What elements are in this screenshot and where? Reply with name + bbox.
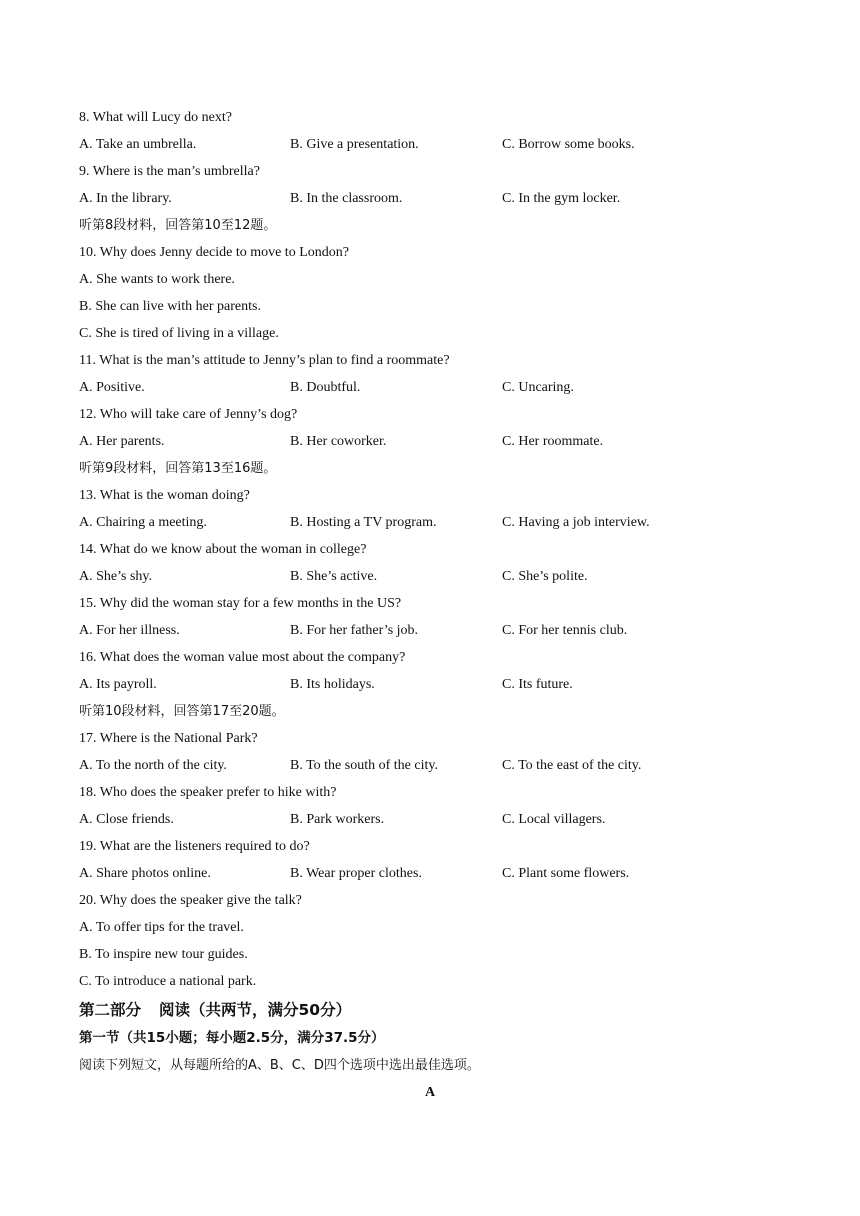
- option-a: A. She’s shy.: [79, 569, 152, 584]
- option-b: B. She’s active.: [290, 569, 378, 584]
- option-row: [79, 428, 779, 455]
- question-line: 19. What are the listeners required to do?: [79, 839, 310, 854]
- option-a: A. In the library.: [79, 191, 172, 206]
- option-row: [79, 806, 779, 833]
- question-line: B. To inspire new tour guides.: [79, 947, 248, 962]
- option-b: B. Give a presentation.: [290, 137, 419, 152]
- option-a: A. For her illness.: [79, 623, 180, 638]
- exam-content: [79, 104, 779, 1106]
- option-b: B. Park workers.: [290, 812, 385, 827]
- option-row: [79, 752, 779, 779]
- option-a: A. Close friends.: [79, 812, 174, 827]
- option-b: B. To the south of the city.: [290, 758, 438, 773]
- option-row: [79, 860, 779, 887]
- option-row: [79, 671, 779, 698]
- listening-instruction: 听第10段材料，回答第17至20题。: [79, 704, 285, 719]
- option-b: B. Its holidays.: [290, 677, 375, 692]
- option-row: [79, 617, 779, 644]
- option-a: A. Positive.: [79, 380, 145, 395]
- question-line: 14. What do we know about the woman in college?: [79, 542, 367, 557]
- question-line: B. She can live with her parents.: [79, 299, 261, 314]
- instruction-text: 阅读下列短文，从每题所给的A、B、C、D四个选项中选出最佳选项。: [79, 1058, 480, 1073]
- question-line: 18. Who does the speaker prefer to hike with?: [79, 785, 337, 800]
- option-c: C. Plant some flowers.: [502, 866, 630, 881]
- question-line: C. She is tired of living in a village.: [79, 326, 279, 341]
- subsection-heading: 第一节（共15小题；每小题2.5分，满分37.5分）: [79, 1030, 385, 1046]
- option-c: C. In the gym locker.: [502, 191, 621, 206]
- option-b: B. In the classroom.: [290, 191, 403, 206]
- option-c: C. Borrow some books.: [502, 137, 635, 152]
- option-row: [79, 374, 779, 401]
- option-b: B. Doubtful.: [290, 380, 361, 395]
- option-a: A. Her parents.: [79, 434, 165, 449]
- question-line: A. She wants to work there.: [79, 272, 235, 287]
- option-c: C. Local villagers.: [502, 812, 606, 827]
- question-line: 9. Where is the man’s umbrella?: [79, 164, 260, 179]
- option-b: B. Hosting a TV program.: [290, 515, 437, 530]
- question-line: 10. Why does Jenny decide to move to London?: [79, 245, 349, 260]
- listening-instruction: 听第8段材料，回答第10至12题。: [79, 218, 277, 233]
- question-line: 20. Why does the speaker give the talk?: [79, 893, 302, 908]
- section-title: 阅读（共两节，满分50分）: [159, 1001, 352, 1019]
- question-line: 16. What does the woman value most about the company?: [79, 650, 406, 665]
- question-line: 11. What is the man’s attitude to Jenny’s plan to find a roommate?: [79, 353, 450, 368]
- section-part: 第二部分: [79, 1001, 142, 1019]
- option-c: C. She’s polite.: [502, 569, 588, 584]
- option-b: B. For her father’s job.: [290, 623, 419, 638]
- passage-label: A: [424, 1085, 436, 1100]
- option-c: C. To the east of the city.: [502, 758, 642, 773]
- question-line: C. To introduce a national park.: [79, 974, 257, 989]
- option-c: C. Having a job interview.: [502, 515, 650, 530]
- question-line: A. To offer tips for the travel.: [79, 920, 244, 935]
- option-a: A. To the north of the city.: [79, 758, 227, 773]
- option-a: A. Its payroll.: [79, 677, 157, 692]
- option-a: A. Chairing a meeting.: [79, 515, 207, 530]
- option-b: B. Wear proper clothes.: [290, 866, 422, 881]
- question-line: 13. What is the woman doing?: [79, 488, 250, 503]
- option-a: A. Take an umbrella.: [79, 137, 197, 152]
- question-line: 8. What will Lucy do next?: [79, 110, 232, 125]
- option-row: [79, 185, 779, 212]
- question-list: [79, 104, 779, 995]
- option-c: C. Its future.: [502, 677, 573, 692]
- section-heading: [79, 995, 779, 1025]
- option-a: A. Share photos online.: [79, 866, 211, 881]
- option-b: B. Her coworker.: [290, 434, 387, 449]
- option-c: C. For her tennis club.: [502, 623, 628, 638]
- option-c: C. Uncaring.: [502, 380, 574, 395]
- question-line: 15. Why did the woman stay for a few months in the US?: [79, 596, 402, 611]
- question-line: 17. Where is the National Park?: [79, 731, 258, 746]
- option-c: C. Her roommate.: [502, 434, 604, 449]
- option-row: [79, 563, 779, 590]
- option-row: [79, 509, 779, 536]
- listening-instruction: 听第9段材料，回答第13至16题。: [79, 461, 277, 476]
- option-row: [79, 131, 779, 158]
- question-line: 12. Who will take care of Jenny’s dog?: [79, 407, 298, 422]
